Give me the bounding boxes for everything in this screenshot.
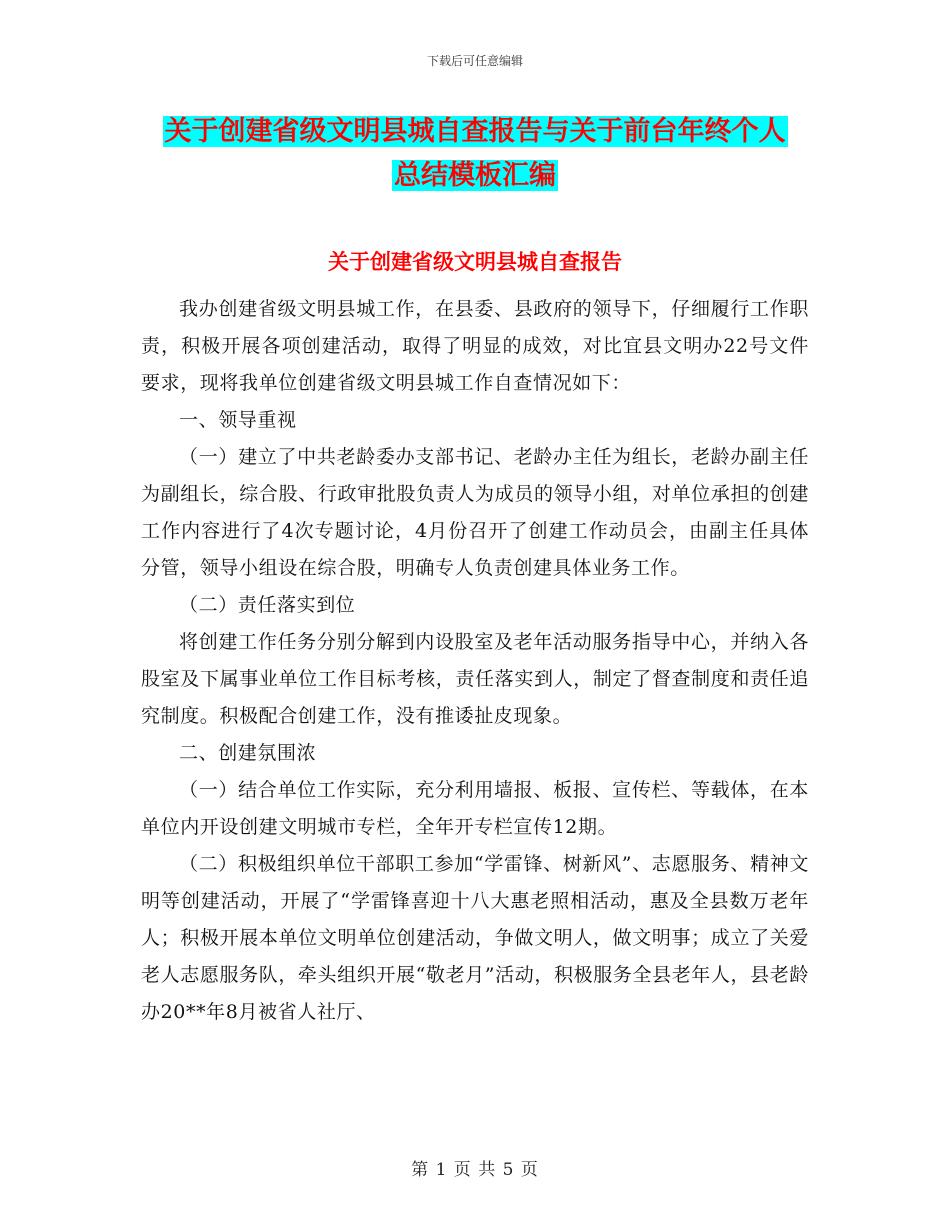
paragraph-activities: （二）积极组织单位干部职工参加“学雷锋、树新风”、志愿服务、精神文明等创建活动，开展了“学雷锋喜迎十八大惠老照相活动，惠及全县数万老年人；积极开展本单位文明单位创建活动，争做文明人，做文明事；成立了关爱老人志愿服务队，牵头组织开展“敬老月”活动，积极服务全县老年人，县老龄办20**年8月被省人社厅、 [141,853,809,1023]
paragraph-responsibility: 将创建工作任务分别分解到内设股室及老年活动服务指导中心，并纳入各股室及下属事业单位工作目标考核，责任落实到人，制定了督查制度和责任追究制度。积极配合创建工作，没有推诿扯皮现象。 [141,631,809,727]
subheading-responsibility: （二）责任落实到位 [179,594,356,616]
heading-atmosphere: 二、创建氛围浓 [179,742,317,764]
document-title-line-1: 关于创建省级文明县城自查报告与关于前台年终个人 [164,116,786,147]
paragraph-intro: 我办创建省级文明县城工作，在县委、县政府的领导下，仔细履行工作职责，积极开展各项创建活动，取得了明显的成效，对比宜县文明办22号文件要求，现将我单位创建省级文明县城工作自查情况如下： [141,298,809,394]
document-title [0,110,950,198]
page-footer: 第 1 页 共 5 页 [411,1160,539,1180]
document-title-line-2: 总结模板汇编 [394,160,556,191]
paragraph-publicity: （一）结合单位工作实际，充分利用墙报、板报、宣传栏、等载体，在本单位内开设创建文明城市专栏，全年开专栏宣传12期。 [141,779,809,838]
document-body [141,291,809,1031]
heading-leadership: 一、领导重视 [179,409,297,431]
header-note: 下载后可任意编辑 [426,54,523,68]
paragraph-leadership-group: （一）建立了中共老龄委办支部书记、老龄办主任为组长，老龄办副主任为副组长，综合股、行政审批股负责人为成员的领导小组，对单位承担的创建工作内容进行了4次专题讨论，4月份召开了创建工作动员会，由副主任具体分管，领导小组设在综合股，明确专人负责创建具体业务工作。 [141,446,809,579]
section-title: 关于创建省级文明县城自查报告 [328,250,622,274]
